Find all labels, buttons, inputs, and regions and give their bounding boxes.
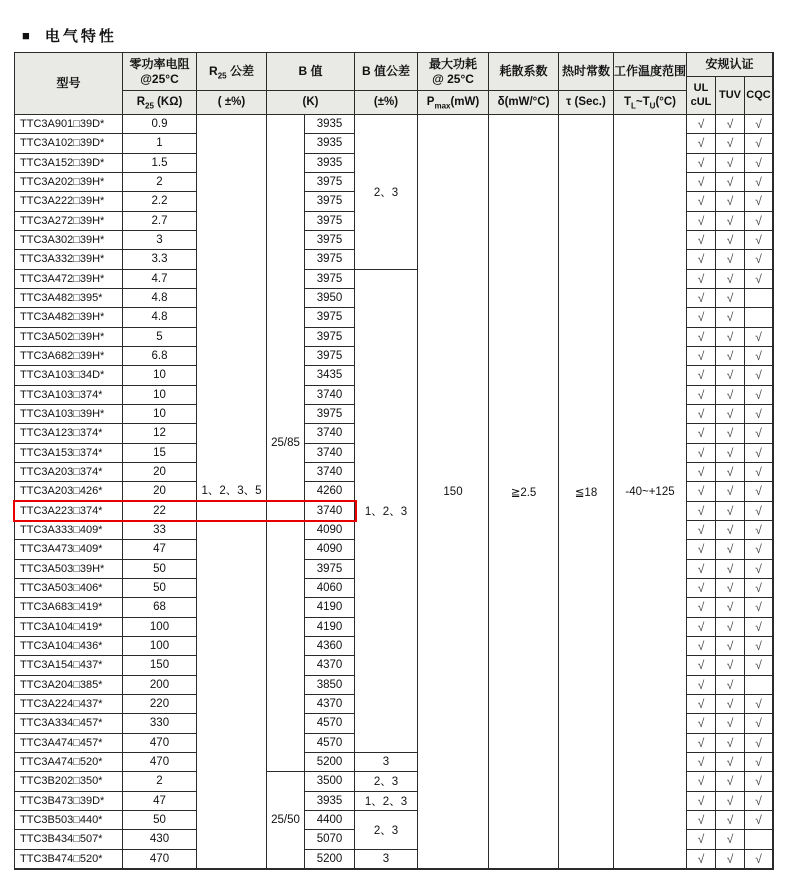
r25-cell: 0.9 <box>123 115 197 134</box>
cert-cqc-cell: √ <box>745 347 773 366</box>
cert-tuv-cell: √ <box>716 212 745 231</box>
r25-cell: 47 <box>123 540 197 559</box>
model-cell: TTC3B434□507* <box>15 830 123 849</box>
model-cell: TTC3A103□374* <box>15 386 123 405</box>
model-cell: TTC3A103□34D* <box>15 366 123 385</box>
cert-cqc-cell: √ <box>745 366 773 385</box>
cert-ul-cul-cell: √ <box>687 695 716 714</box>
cert-ul-cul-cell: √ <box>687 540 716 559</box>
cert-cqc-cell <box>745 308 773 327</box>
b-tolerance-cell: 2、3 <box>355 811 418 850</box>
col-header-b-tolerance-unit: (±%) <box>355 91 418 115</box>
r25-cell: 20 <box>123 482 197 501</box>
r25-cell: 4.8 <box>123 308 197 327</box>
b-value-cell: 3740 <box>305 386 355 405</box>
cert-cqc-cell: √ <box>745 270 773 289</box>
r25-cell: 3 <box>123 231 197 250</box>
cert-tuv-cell: √ <box>716 250 745 269</box>
model-cell: TTC3B474□520* <box>15 850 123 869</box>
r25-cell: 2 <box>123 173 197 192</box>
cert-ul-cul-cell: √ <box>687 714 716 733</box>
r25-cell: 10 <box>123 386 197 405</box>
b-value-cell: 3975 <box>305 173 355 192</box>
r25-cell: 2.7 <box>123 212 197 231</box>
cert-cqc-cell <box>745 830 773 849</box>
model-cell: TTC3A204□385* <box>15 676 123 695</box>
section-title <box>22 25 117 46</box>
cert-tuv-cell: √ <box>716 424 745 443</box>
b-value-cell: 3975 <box>305 560 355 579</box>
cert-tuv-cell: √ <box>716 753 745 772</box>
r25-cell: 22 <box>123 502 197 521</box>
cert-tuv-cell: √ <box>716 308 745 327</box>
cert-cqc-cell: √ <box>745 444 773 463</box>
model-cell: TTC3B202□350* <box>15 772 123 791</box>
model-cell: TTC3B473□39D* <box>15 792 123 811</box>
cert-ul-cul-cell: √ <box>687 386 716 405</box>
cert-ul-cul-cell: √ <box>687 134 716 153</box>
cert-tuv-cell: √ <box>716 386 745 405</box>
max-power-cell: 150 <box>418 115 489 869</box>
r25-cell: 4.7 <box>123 270 197 289</box>
cert-tuv-cell: √ <box>716 521 745 540</box>
r25-cell: 4.8 <box>123 289 197 308</box>
col-header-model: 型号 <box>15 53 123 115</box>
cert-tuv-cell: √ <box>716 637 745 656</box>
r25-cell: 150 <box>123 656 197 675</box>
cert-ul-cul-cell: √ <box>687 328 716 347</box>
b-reference-temp-cell: 25/50 <box>267 772 305 869</box>
b-value-cell: 3975 <box>305 405 355 424</box>
b-value-cell: 5070 <box>305 830 355 849</box>
cert-ul-cul-cell: √ <box>687 308 716 327</box>
cert-tuv-cell: √ <box>716 792 745 811</box>
cert-ul-cul-cell: √ <box>687 676 716 695</box>
cert-cqc-cell: √ <box>745 637 773 656</box>
spec-table <box>14 52 774 870</box>
b-value-cell: 3950 <box>305 289 355 308</box>
model-cell: TTC3A104□436* <box>15 637 123 656</box>
cert-cqc-cell: √ <box>745 850 773 869</box>
b-value-cell: 3850 <box>305 676 355 695</box>
cert-ul-cul-cell: √ <box>687 115 716 134</box>
b-value-cell: 4060 <box>305 579 355 598</box>
cert-tuv-cell: √ <box>716 154 745 173</box>
cert-cqc-cell: √ <box>745 811 773 830</box>
model-cell: TTC3A472□39H* <box>15 270 123 289</box>
cert-tuv-cell: √ <box>716 850 745 869</box>
b-value-cell: 3935 <box>305 792 355 811</box>
model-cell: TTC3A102□39D* <box>15 134 123 153</box>
b-value-cell: 4190 <box>305 618 355 637</box>
thermal-time-constant-cell: ≦18 <box>559 115 614 869</box>
cert-cqc-cell <box>745 289 773 308</box>
col-header-operating-temp-range: 工作温度范围 <box>614 53 687 91</box>
r25-cell: 330 <box>123 714 197 733</box>
r25-tolerance-cell: 1、2、3、5 <box>197 115 267 869</box>
cert-cqc-cell: √ <box>745 212 773 231</box>
b-value-cell: 5200 <box>305 753 355 772</box>
cert-ul-cul-cell: √ <box>687 850 716 869</box>
cert-cqc-cell: √ <box>745 792 773 811</box>
cert-ul-cul-cell: √ <box>687 192 716 211</box>
cert-cqc-cell <box>745 676 773 695</box>
b-value-cell: 3740 <box>305 444 355 463</box>
b-value-cell: 5200 <box>305 850 355 869</box>
cert-cqc-cell: √ <box>745 386 773 405</box>
model-cell: TTC3A474□457* <box>15 734 123 753</box>
col-header-max-power: 最大功耗 @ 25°C <box>418 53 489 91</box>
cert-cqc-cell: √ <box>745 231 773 250</box>
b-reference-temp-cell: 25/85 <box>267 115 305 772</box>
cert-ul-cul-cell: √ <box>687 579 716 598</box>
b-tolerance-cell: 2、3 <box>355 772 418 791</box>
cert-ul-cul-cell: √ <box>687 444 716 463</box>
r25-cell: 50 <box>123 560 197 579</box>
cert-ul-cul-cell: √ <box>687 366 716 385</box>
b-value-cell: 3975 <box>305 192 355 211</box>
r25-cell: 50 <box>123 811 197 830</box>
col-header-thermal-time-constant-unit: τ (Sec.) <box>559 91 614 115</box>
b-value-cell: 4370 <box>305 695 355 714</box>
b-value-cell: 3935 <box>305 115 355 134</box>
cert-ul-cul-cell: √ <box>687 521 716 540</box>
cert-ul-cul-cell: √ <box>687 656 716 675</box>
col-header-r25-tolerance: $R_{25}$ 公差 <box>197 53 267 91</box>
model-cell: TTC3A103□39H* <box>15 405 123 424</box>
col-header-r25-unit: $R_{25}$ (KΩ) <box>123 91 197 115</box>
b-value-cell: 4570 <box>305 714 355 733</box>
model-cell: TTC3A223□374* <box>15 502 123 521</box>
model-cell: TTC3A682□39H* <box>15 347 123 366</box>
cert-tuv-cell: √ <box>716 366 745 385</box>
cert-ul-cul-cell: √ <box>687 734 716 753</box>
b-value-cell: 4360 <box>305 637 355 656</box>
b-value-cell: 4090 <box>305 521 355 540</box>
b-value-cell: 4260 <box>305 482 355 501</box>
model-cell: TTC3A153□374* <box>15 444 123 463</box>
r25-cell: 100 <box>123 637 197 656</box>
r25-cell: 12 <box>123 424 197 443</box>
col-header-thermal-time-constant: 热时常数 <box>559 53 614 91</box>
cert-tuv-cell: √ <box>716 347 745 366</box>
col-header-cert-ul-cul: UL cUL <box>687 77 716 115</box>
b-value-cell: 3435 <box>305 366 355 385</box>
r25-cell: 430 <box>123 830 197 849</box>
model-cell: TTC3A502□39H* <box>15 328 123 347</box>
cert-cqc-cell: √ <box>745 192 773 211</box>
col-header-zero-power-resistance: 零功率电阻 @25°C <box>123 53 197 91</box>
b-value-cell: 3975 <box>305 347 355 366</box>
r25-cell: 470 <box>123 850 197 869</box>
cert-tuv-cell: √ <box>716 444 745 463</box>
cert-cqc-cell: √ <box>745 250 773 269</box>
dissipation-factor-cell: ≧2.5 <box>489 115 559 869</box>
cert-ul-cul-cell: √ <box>687 212 716 231</box>
cert-cqc-cell: √ <box>745 772 773 791</box>
b-value-cell: 4370 <box>305 656 355 675</box>
cert-cqc-cell: √ <box>745 695 773 714</box>
cert-cqc-cell: √ <box>745 424 773 443</box>
col-header-operating-temp-range-unit: $T_L\sim T_U(^\circ C)$ <box>614 91 687 115</box>
cert-tuv-cell: √ <box>716 192 745 211</box>
cert-cqc-cell: √ <box>745 521 773 540</box>
cert-tuv-cell: √ <box>716 811 745 830</box>
cert-tuv-cell: √ <box>716 115 745 134</box>
b-value-cell: 3500 <box>305 772 355 791</box>
cert-tuv-cell: √ <box>716 830 745 849</box>
cert-tuv-cell: √ <box>716 579 745 598</box>
col-header-b-tolerance: B 值公差 <box>355 53 418 91</box>
r25-cell: 470 <box>123 753 197 772</box>
model-cell: TTC3A123□374* <box>15 424 123 443</box>
cert-tuv-cell: √ <box>716 540 745 559</box>
b-value-cell: 4190 <box>305 598 355 617</box>
r25-cell: 1.5 <box>123 154 197 173</box>
col-header-cert-tuv: TUV <box>716 77 745 115</box>
cert-tuv-cell: √ <box>716 598 745 617</box>
col-header-r25-tolerance-unit: ( ±%) <box>197 91 267 115</box>
r25-cell: 10 <box>123 366 197 385</box>
cert-cqc-cell: √ <box>745 540 773 559</box>
cert-ul-cul-cell: √ <box>687 772 716 791</box>
cert-ul-cul-cell: √ <box>687 811 716 830</box>
cert-ul-cul-cell: √ <box>687 598 716 617</box>
b-tolerance-cell: 1、2、3 <box>355 270 418 753</box>
r25-cell: 100 <box>123 618 197 637</box>
col-header-cert-cqc: CQC <box>745 77 773 115</box>
r25-cell: 50 <box>123 579 197 598</box>
cert-cqc-cell: √ <box>745 734 773 753</box>
model-cell: TTC3A482□395* <box>15 289 123 308</box>
model-cell: TTC3A154□437* <box>15 656 123 675</box>
cert-tuv-cell: √ <box>716 676 745 695</box>
cert-ul-cul-cell: √ <box>687 231 716 250</box>
model-cell: TTC3A503□406* <box>15 579 123 598</box>
cert-tuv-cell: √ <box>716 560 745 579</box>
cert-ul-cul-cell: √ <box>687 637 716 656</box>
cert-cqc-cell: √ <box>745 598 773 617</box>
r25-cell: 68 <box>123 598 197 617</box>
cert-ul-cul-cell: √ <box>687 173 716 192</box>
cert-tuv-cell: √ <box>716 405 745 424</box>
b-value-cell: 3975 <box>305 328 355 347</box>
model-cell: TTC3A482□39H* <box>15 308 123 327</box>
cert-ul-cul-cell: √ <box>687 270 716 289</box>
cert-ul-cul-cell: √ <box>687 502 716 521</box>
cert-cqc-cell: √ <box>745 173 773 192</box>
b-value-cell: 3975 <box>305 231 355 250</box>
model-cell: TTC3A202□39H* <box>15 173 123 192</box>
model-cell: TTC3A203□374* <box>15 463 123 482</box>
b-value-cell: 3975 <box>305 250 355 269</box>
cert-tuv-cell: √ <box>716 714 745 733</box>
r25-cell: 33 <box>123 521 197 540</box>
cert-ul-cul-cell: √ <box>687 792 716 811</box>
model-cell: TTC3A901□39D* <box>15 115 123 134</box>
model-cell: TTC3A503□39H* <box>15 560 123 579</box>
cert-cqc-cell: √ <box>745 115 773 134</box>
b-value-cell: 3975 <box>305 212 355 231</box>
col-header-b-value-unit: (K) <box>267 91 355 115</box>
b-tolerance-cell: 3 <box>355 753 418 772</box>
model-cell: TTC3A474□520* <box>15 753 123 772</box>
cert-cqc-cell: √ <box>745 656 773 675</box>
cert-cqc-cell: √ <box>745 328 773 347</box>
cert-tuv-cell: √ <box>716 734 745 753</box>
r25-cell: 220 <box>123 695 197 714</box>
cert-tuv-cell: √ <box>716 618 745 637</box>
cert-cqc-cell: √ <box>745 579 773 598</box>
b-value-cell: 3935 <box>305 134 355 153</box>
model-cell: TTC3A334□457* <box>15 714 123 733</box>
cert-ul-cul-cell: √ <box>687 753 716 772</box>
model-cell: TTC3A683□419* <box>15 598 123 617</box>
col-header-max-power-unit: $P_{max}(mW)$ <box>418 91 489 115</box>
cert-tuv-cell: √ <box>716 270 745 289</box>
b-value-cell: 3740 <box>305 424 355 443</box>
r25-cell: 5 <box>123 328 197 347</box>
cert-cqc-cell: √ <box>745 502 773 521</box>
cert-ul-cul-cell: √ <box>687 463 716 482</box>
b-value-cell: 3935 <box>305 154 355 173</box>
cert-tuv-cell: √ <box>716 772 745 791</box>
r25-cell: 470 <box>123 734 197 753</box>
b-tolerance-cell: 2、3 <box>355 115 418 270</box>
cert-tuv-cell: √ <box>716 173 745 192</box>
bullet-square-icon: ■ <box>22 28 30 43</box>
cert-tuv-cell: √ <box>716 463 745 482</box>
col-header-dissipation-factor-unit: δ(mW/°C) <box>489 91 559 115</box>
cert-cqc-cell: √ <box>745 618 773 637</box>
b-value-cell: 4400 <box>305 811 355 830</box>
cert-cqc-cell: √ <box>745 134 773 153</box>
b-value-cell: 3975 <box>305 308 355 327</box>
cert-cqc-cell: √ <box>745 560 773 579</box>
cert-cqc-cell: √ <box>745 463 773 482</box>
col-header-b-value: B 值 <box>267 53 355 91</box>
model-cell: TTC3A203□426* <box>15 482 123 501</box>
cert-cqc-cell: √ <box>745 482 773 501</box>
r25-cell: 47 <box>123 792 197 811</box>
cert-ul-cul-cell: √ <box>687 424 716 443</box>
cert-ul-cul-cell: √ <box>687 405 716 424</box>
cert-ul-cul-cell: √ <box>687 618 716 637</box>
cert-tuv-cell: √ <box>716 656 745 675</box>
r25-cell: 15 <box>123 444 197 463</box>
cert-cqc-cell: √ <box>745 753 773 772</box>
cert-cqc-cell: √ <box>745 154 773 173</box>
col-header-safety-certification: 安规认证 <box>687 53 773 77</box>
cert-cqc-cell: √ <box>745 714 773 733</box>
r25-cell: 2.2 <box>123 192 197 211</box>
cert-tuv-cell: √ <box>716 482 745 501</box>
cert-ul-cul-cell: √ <box>687 250 716 269</box>
cert-tuv-cell: √ <box>716 289 745 308</box>
operating-temp-range-cell: -40~+125 <box>614 115 687 869</box>
model-cell: TTC3B503□440* <box>15 811 123 830</box>
b-tolerance-cell: 3 <box>355 850 418 869</box>
cert-tuv-cell: √ <box>716 231 745 250</box>
model-cell: TTC3A104□419* <box>15 618 123 637</box>
cert-ul-cul-cell: √ <box>687 289 716 308</box>
b-value-cell: 3740 <box>305 463 355 482</box>
cert-ul-cul-cell: √ <box>687 830 716 849</box>
cert-ul-cul-cell: √ <box>687 482 716 501</box>
model-cell: TTC3A224□437* <box>15 695 123 714</box>
r25-cell: 20 <box>123 463 197 482</box>
cert-ul-cul-cell: √ <box>687 560 716 579</box>
cert-cqc-cell: √ <box>745 405 773 424</box>
b-value-cell: 3740 <box>305 502 355 521</box>
model-cell: TTC3A473□409* <box>15 540 123 559</box>
cert-tuv-cell: √ <box>716 328 745 347</box>
model-cell: TTC3A302□39H* <box>15 231 123 250</box>
model-cell: TTC3A272□39H* <box>15 212 123 231</box>
b-value-cell: 3975 <box>305 270 355 289</box>
r25-cell: 200 <box>123 676 197 695</box>
r25-cell: 1 <box>123 134 197 153</box>
b-tolerance-cell: 1、2、3 <box>355 792 418 811</box>
model-cell: TTC3A333□409* <box>15 521 123 540</box>
b-value-cell: 4570 <box>305 734 355 753</box>
model-cell: TTC3A332□39H* <box>15 250 123 269</box>
model-cell: TTC3A152□39D* <box>15 154 123 173</box>
cert-ul-cul-cell: √ <box>687 347 716 366</box>
col-header-dissipation-factor: 耗散系数 <box>489 53 559 91</box>
r25-cell: 3.3 <box>123 250 197 269</box>
section-title-text: 电气特性 <box>44 28 117 45</box>
cert-ul-cul-cell: √ <box>687 154 716 173</box>
model-cell: TTC3A222□39H* <box>15 192 123 211</box>
cert-tuv-cell: √ <box>716 502 745 521</box>
r25-cell: 6.8 <box>123 347 197 366</box>
cert-tuv-cell: √ <box>716 695 745 714</box>
b-value-cell: 4090 <box>305 540 355 559</box>
r25-cell: 10 <box>123 405 197 424</box>
cert-tuv-cell: √ <box>716 134 745 153</box>
r25-cell: 2 <box>123 772 197 791</box>
